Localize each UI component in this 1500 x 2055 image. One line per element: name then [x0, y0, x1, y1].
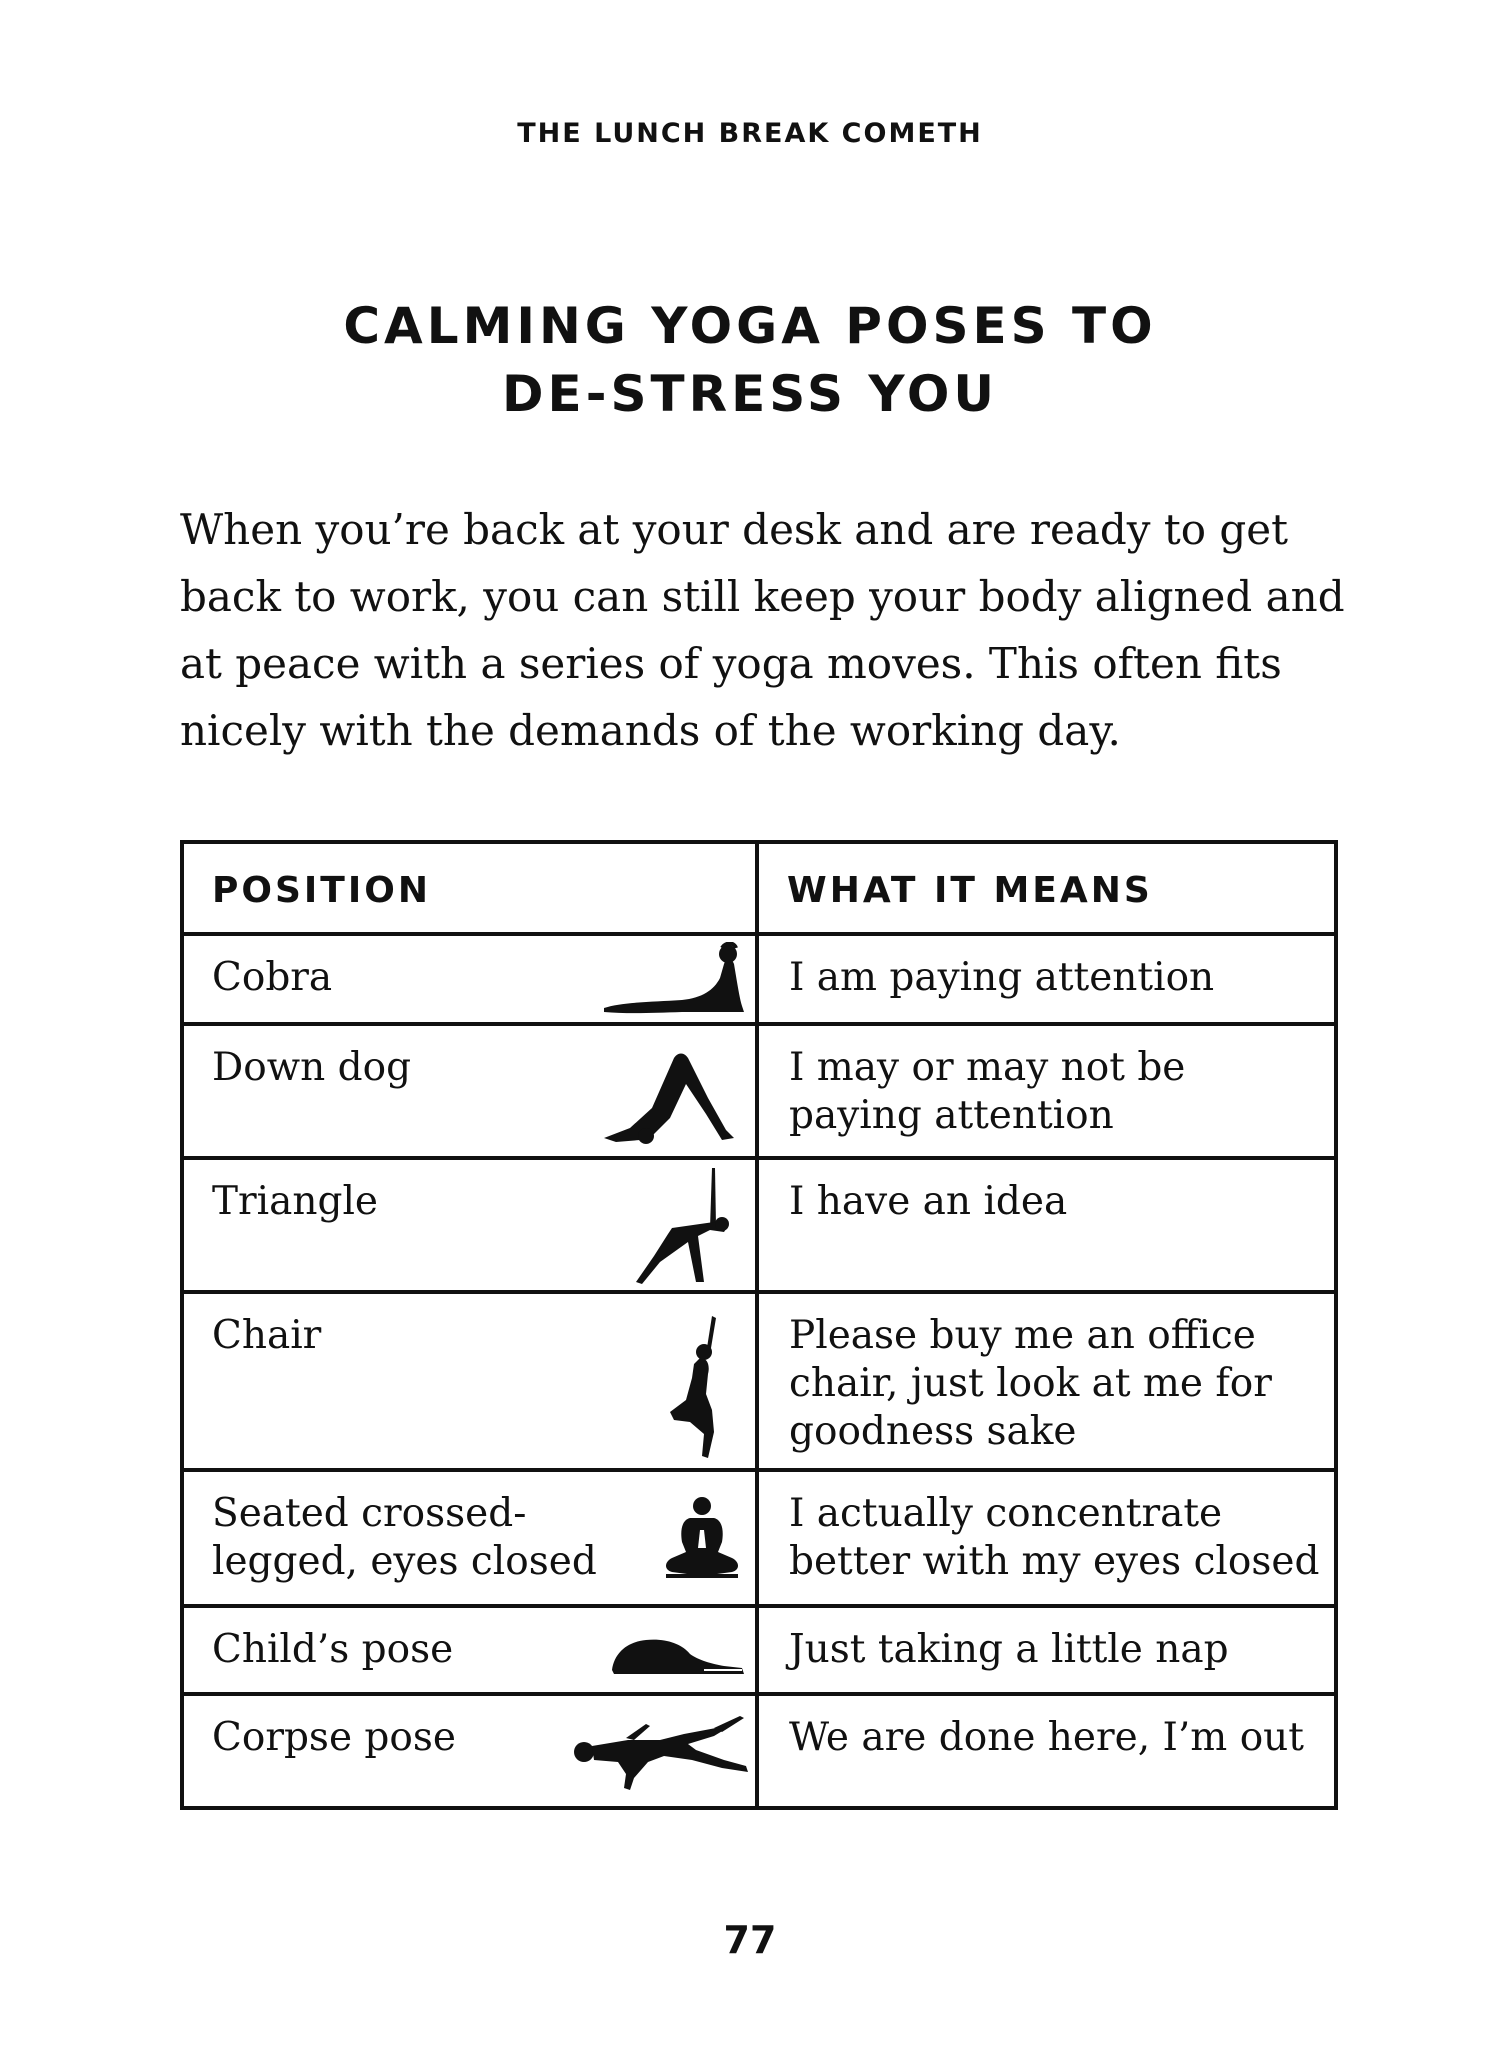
meaning-cell — [757, 1292, 1336, 1470]
meaning-text: I actually concentrate better with my eyes closed — [789, 1491, 1320, 1584]
position-cell — [182, 934, 757, 1024]
meaning-cell — [757, 1606, 1336, 1694]
table-row — [182, 1292, 1336, 1470]
meaning-cell — [757, 1470, 1336, 1606]
header-position: POSITION — [182, 842, 757, 934]
cobra-pose-icon — [602, 942, 747, 1018]
intro-line: at peace with a series of yoga moves. This often fits — [180, 639, 1282, 688]
position-cell — [182, 1694, 757, 1808]
title-line: DE-STRESS YOU — [502, 365, 998, 423]
chair-pose-icon — [664, 1314, 734, 1462]
position-cell — [182, 1606, 757, 1694]
page-title — [0, 292, 1500, 428]
meaning-cell — [757, 1024, 1336, 1158]
position-label: Triangle — [212, 1179, 379, 1224]
intro-line: nicely with the demands of the working day. — [180, 706, 1121, 755]
down-dog-pose-icon — [596, 1048, 736, 1148]
running-head: THE LUNCH BREAK COMETH — [517, 118, 983, 149]
position-cell — [182, 1158, 757, 1292]
table-row — [182, 1606, 1336, 1694]
position-label: Child’s pose — [212, 1627, 454, 1672]
page-number: 77 — [723, 1918, 777, 1962]
yoga-poses-table — [180, 840, 1338, 1810]
position-label: Down dog — [212, 1045, 412, 1090]
meaning-text: Please buy me an office chair, just look at me for goodness sake — [789, 1313, 1272, 1454]
table-header-row — [182, 842, 1336, 934]
position-label: Seated crossed- legged, eyes closed — [212, 1491, 597, 1584]
triangle-pose-icon — [632, 1166, 732, 1286]
position-cell — [182, 1292, 757, 1470]
meaning-text: I have an idea — [789, 1179, 1068, 1224]
table-row — [182, 1470, 1336, 1606]
meaning-text: We are done here, I’m out — [789, 1715, 1304, 1760]
table-row — [182, 1024, 1336, 1158]
corpse-pose-icon — [564, 1710, 754, 1800]
meaning-text: I am paying attention — [789, 955, 1215, 1000]
table-row — [182, 1158, 1336, 1292]
intro-line: When you’re back at your desk and are ready to get — [180, 505, 1288, 554]
meaning-cell — [757, 1694, 1336, 1808]
position-label: Chair — [212, 1313, 322, 1358]
meaning-text: Just taking a little nap — [789, 1627, 1229, 1672]
position-label: Cobra — [212, 955, 333, 1000]
position-label: Corpse pose — [212, 1715, 456, 1760]
meaning-cell — [757, 934, 1336, 1024]
seated-meditation-icon — [662, 1496, 742, 1580]
position-cell — [182, 1470, 757, 1606]
meaning-text: I may or may not be paying attention — [789, 1045, 1186, 1138]
intro-paragraph — [180, 496, 1345, 764]
header-meaning: WHAT IT MEANS — [757, 842, 1336, 934]
meaning-cell — [757, 1158, 1336, 1292]
position-cell — [182, 1024, 757, 1158]
intro-line: back to work, you can still keep your body aligned and — [180, 572, 1345, 621]
table-row — [182, 1694, 1336, 1808]
childs-pose-icon — [608, 1630, 748, 1680]
table-row — [182, 934, 1336, 1024]
title-line: CALMING YOGA POSES TO — [343, 297, 1157, 355]
